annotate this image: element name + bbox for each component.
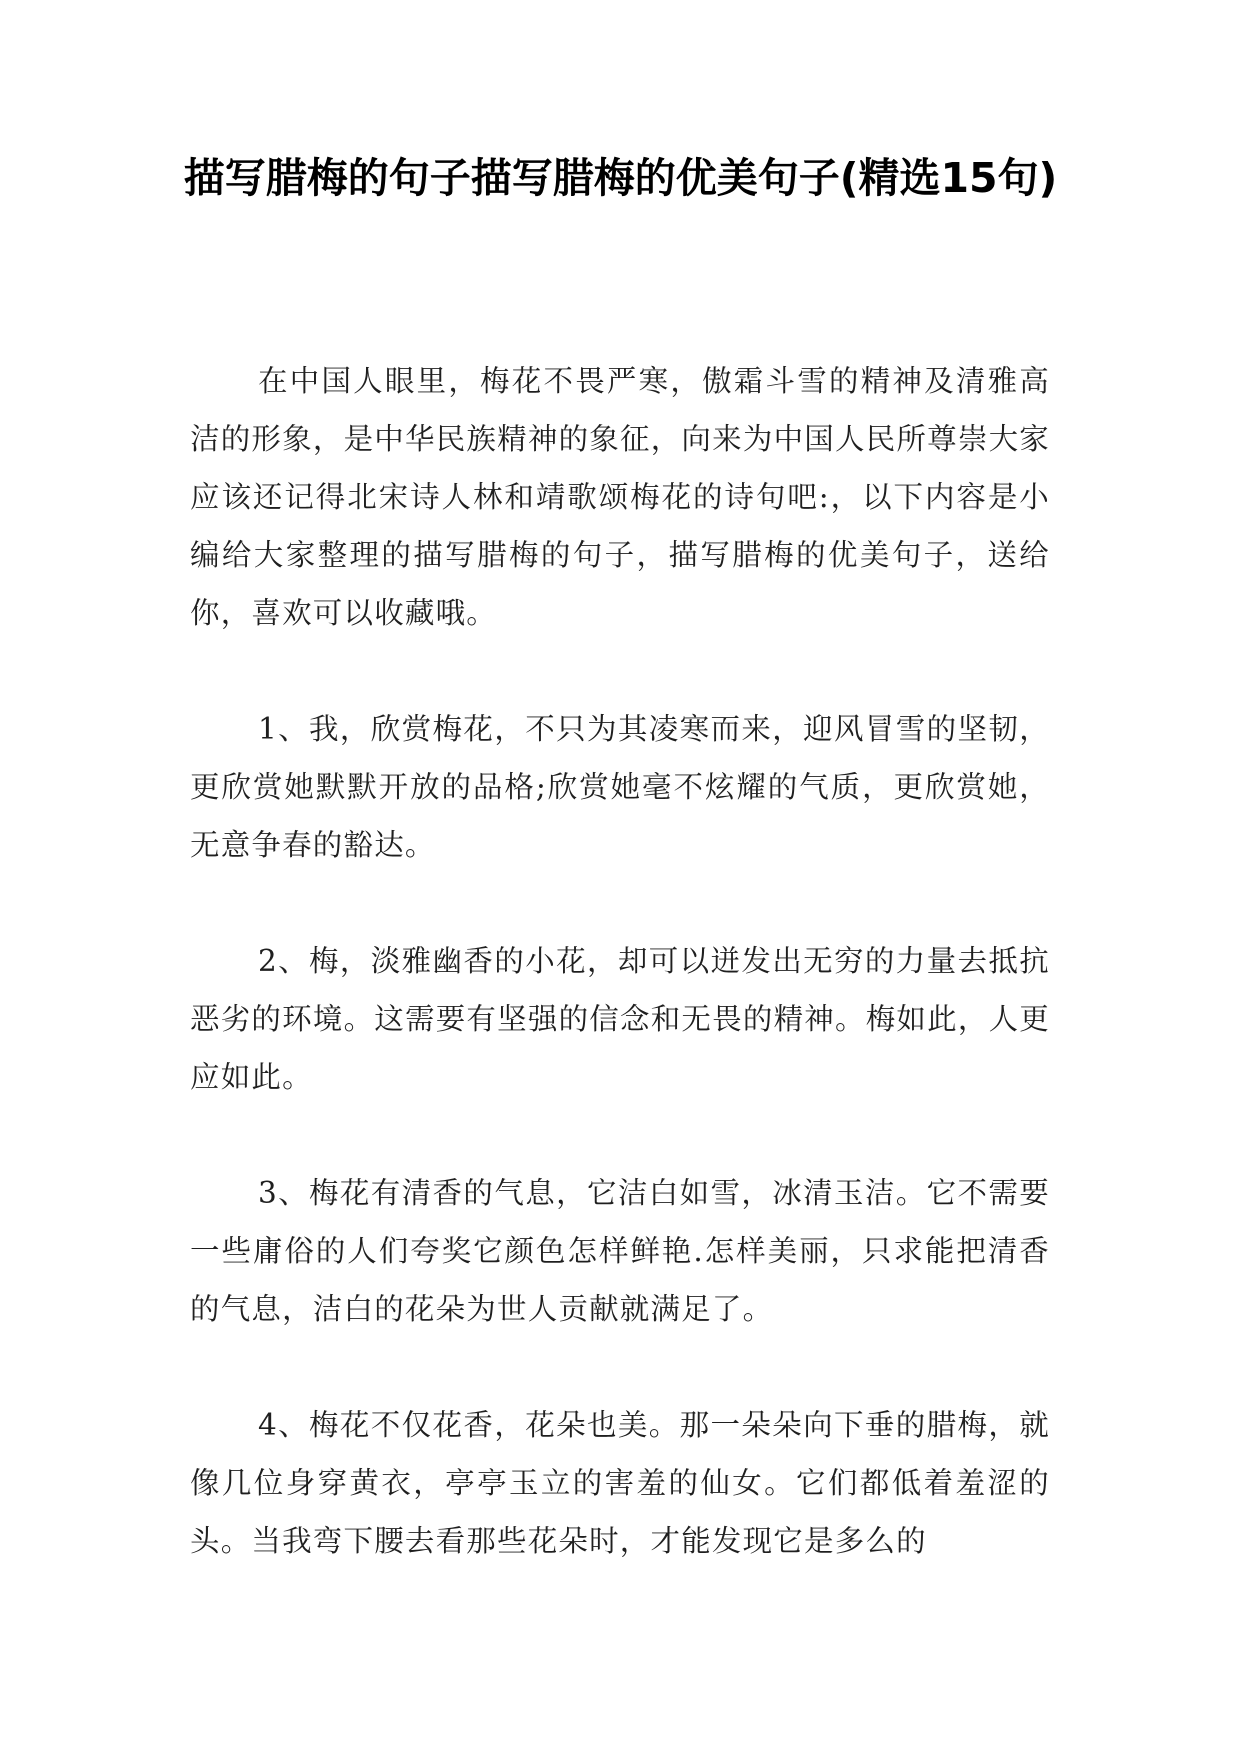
intro-paragraph: 在中国人眼里，梅花不畏严寒，傲霜斗雪的精神及清雅高洁的形象，是中华民族精神的象征，向来为中国人民所尊崇大家应该还记得北宋诗人林和靖歌颂梅花的诗句吧:，以下内容是小编给大家整理的描写腊梅的句子，描写腊梅的优美句子，送给你，喜欢可以收藏哦。 — [190, 364, 1050, 630]
sentence-paragraph-4: 4、梅花不仅花香，花朵也美。那一朵朵向下垂的腊梅，就像几位身穿黄衣，亭亭玉立的害羞的仙女。它们都低着羞涩的头。当我弯下腰去看那些花朵时，才能发现它是多么的 — [190, 1408, 1050, 1558]
sentence-paragraph-2: 2、梅，淡雅幽香的小花，却可以迸发出无穷的力量去抵抗恶劣的环境。这需要有坚强的信念和无畏的精神。梅如此，人更应如此。 — [190, 944, 1050, 1094]
document-title: 描写腊梅的句子描写腊梅的优美句子(精选15句) — [183, 154, 1058, 202]
sentence-paragraph-3: 3、梅花有清香的气息，它洁白如雪，冰清玉洁。它不需要一些庸俗的人们夸奖它颜色怎样鲜艳.怎样美丽，只求能把清香的气息，洁白的花朵为世人贡献就满足了。 — [190, 1176, 1050, 1326]
sentence-paragraph-1: 1、我，欣赏梅花，不只为其凌寒而来，迎风冒雪的坚韧，更欣赏她默默开放的品格;欣赏她毫不炫耀的气质，更欣赏她，无意争春的豁达。 — [190, 712, 1050, 862]
document-body — [190, 352, 1050, 1628]
